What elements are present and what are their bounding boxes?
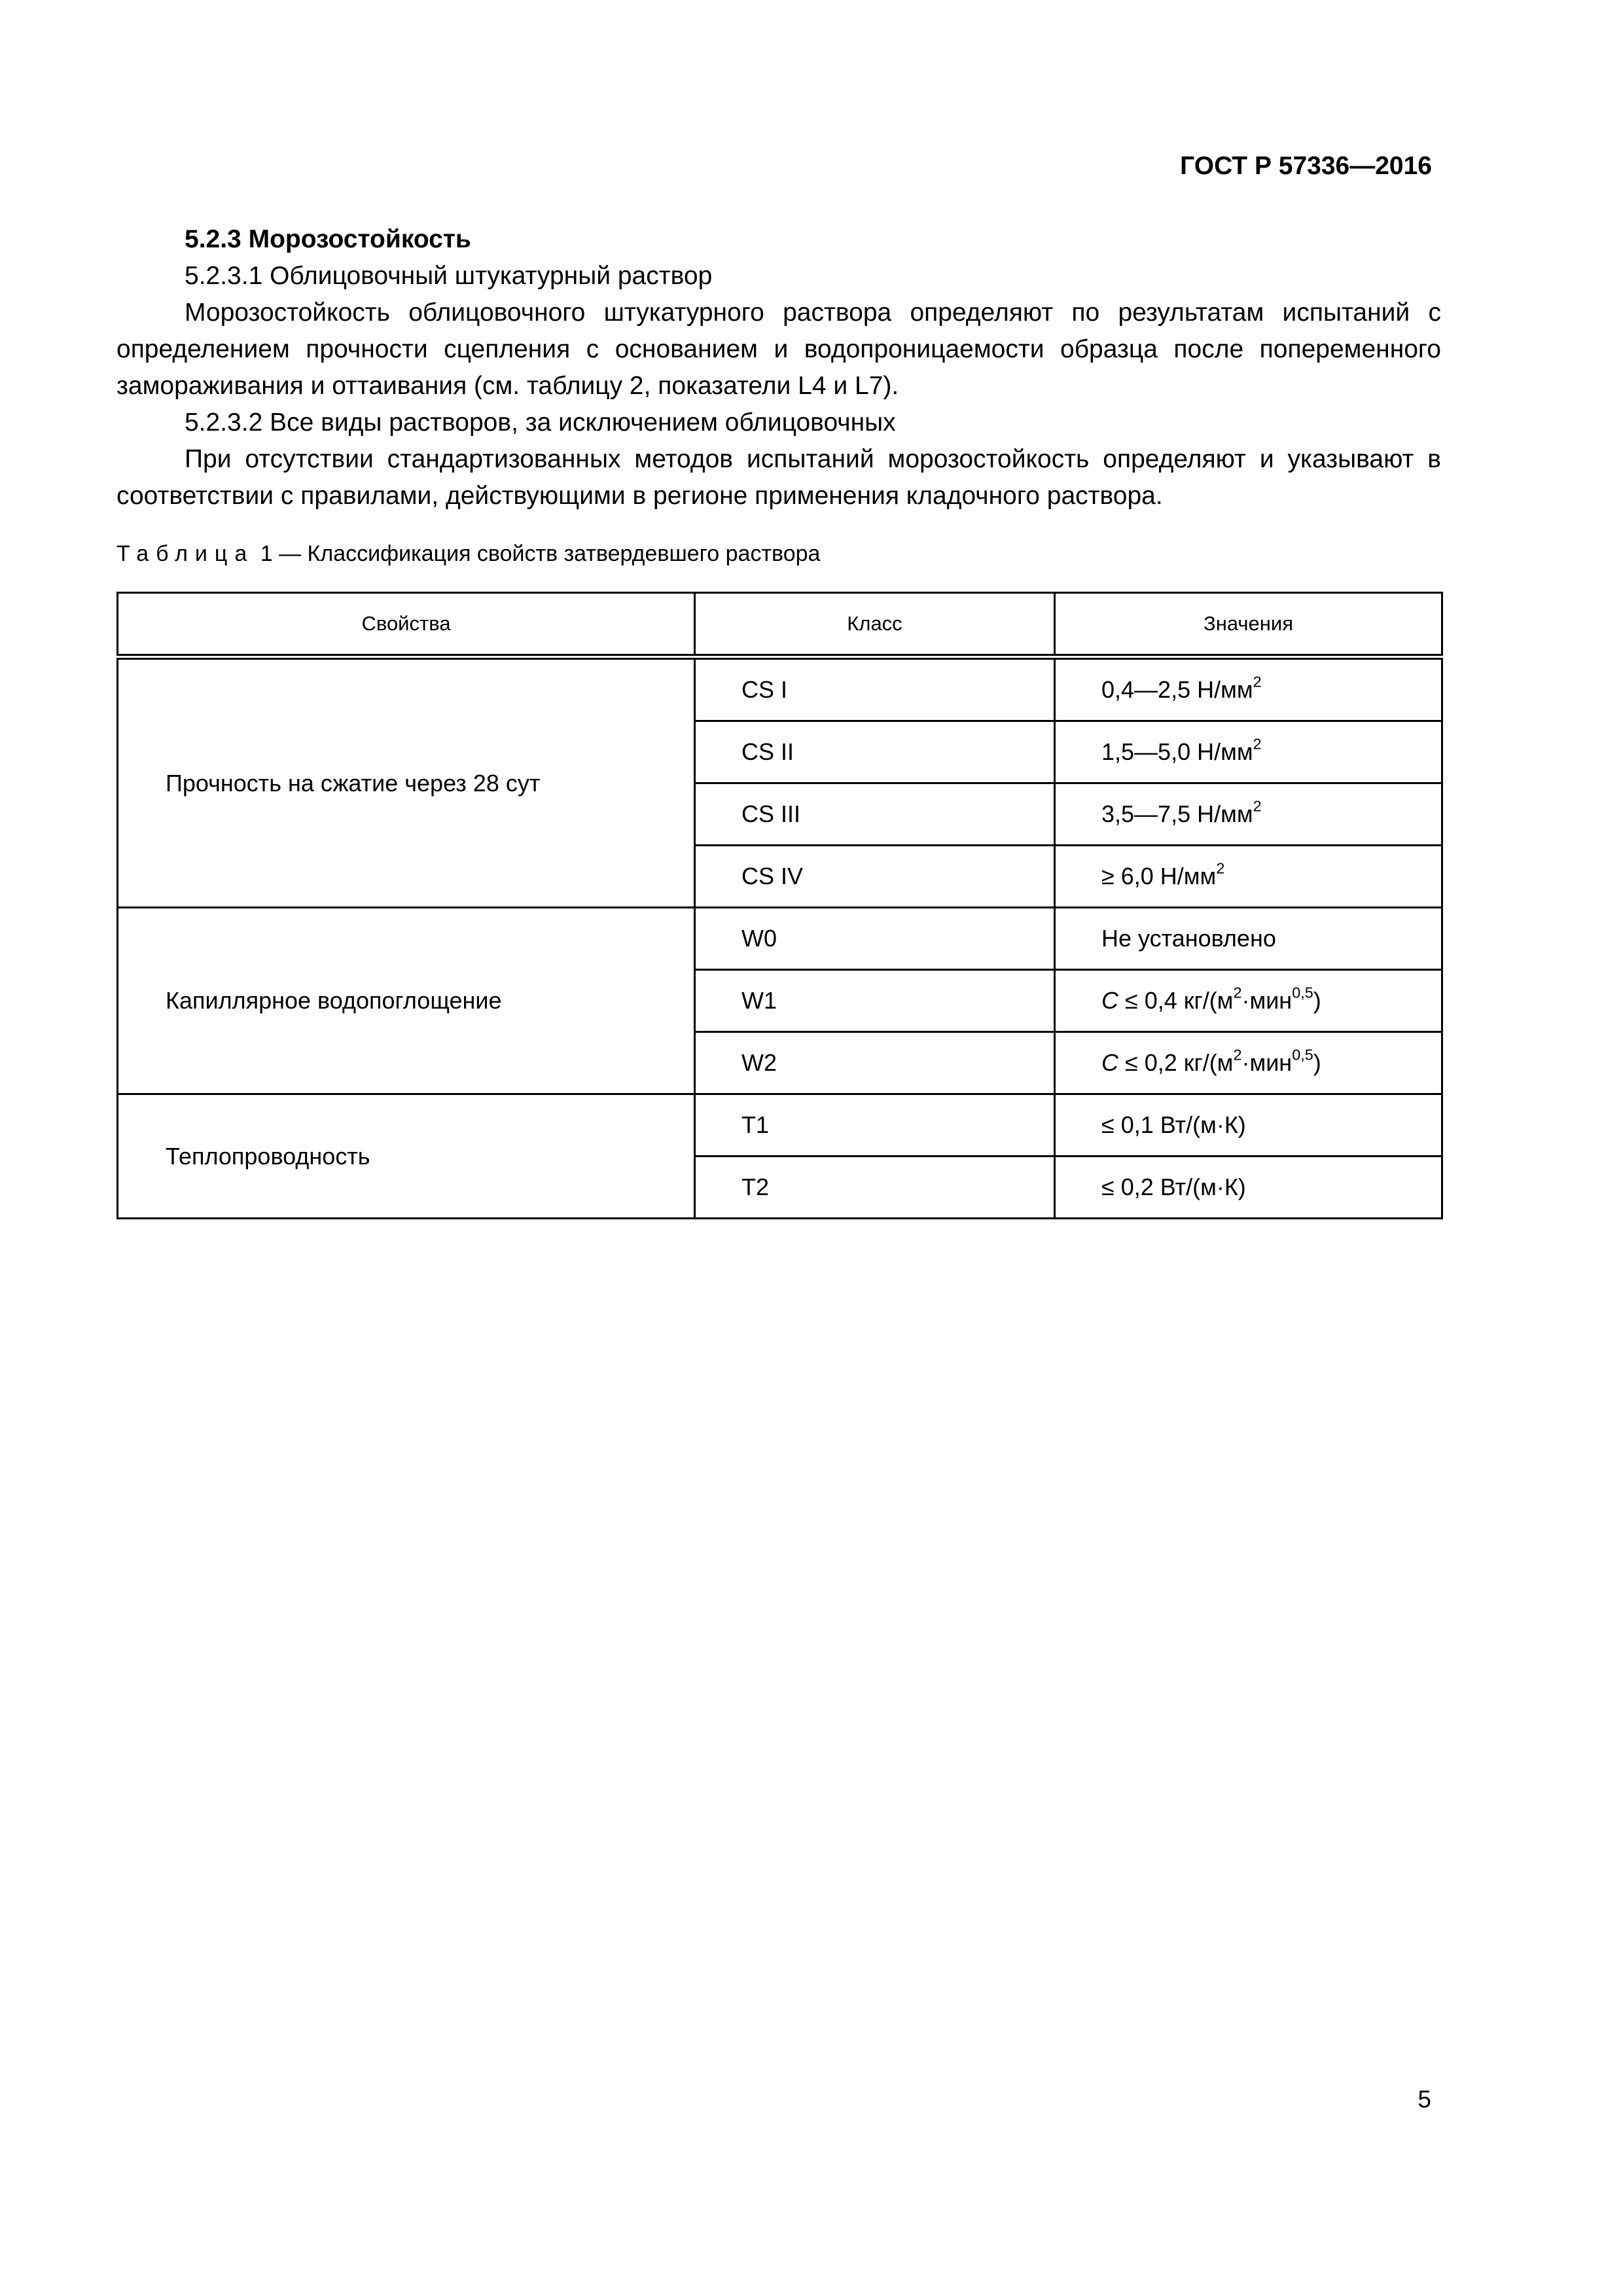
table-row bbox=[118, 1094, 1442, 1157]
value-cell: 1,5—5,0 $Н/мм^2$ bbox=[1055, 721, 1442, 783]
value-cell: ≥ 6,0 $Н/мм^2$ bbox=[1055, 846, 1442, 908]
property-cell: Капиллярное водопоглощение bbox=[118, 908, 695, 1094]
class-cell: W1 bbox=[695, 970, 1055, 1032]
property-cell: Теплопроводность bbox=[118, 1094, 695, 1219]
class-cell: W0 bbox=[695, 908, 1055, 970]
section-number: 5.2.3 bbox=[185, 225, 241, 253]
paragraph-5-2-3-2: 5.2.3.2 Все виды растворов, за исключением облицовочных bbox=[185, 408, 896, 437]
property-cell: Прочность на сжатие через 28 сут bbox=[118, 657, 695, 908]
class-cell: CS III bbox=[695, 783, 1055, 846]
value-cell: C ≤ 0,2 $кг/(м^2\cdot мин^{0,5})$ bbox=[1055, 1032, 1442, 1094]
class-cell: W2 bbox=[695, 1032, 1055, 1094]
paragraph-frost-other: При отсутствии стандартизованных методов испытаний морозостойкость определяют и указывают в соответствии с правилами, действующими в регионе применения кладочного раствора. bbox=[116, 445, 1441, 510]
table-row bbox=[118, 908, 1442, 970]
class-cell: T1 bbox=[695, 1094, 1055, 1157]
document-header: ГОСТ Р 57336—2016 bbox=[1180, 152, 1432, 180]
section-heading bbox=[116, 221, 1441, 258]
class-cell: CS I bbox=[695, 657, 1055, 721]
class-cell: CS II bbox=[695, 721, 1055, 783]
value-cell: C ≤ 0,4 $кг/(м^2\cdot мин^{0,5})$ bbox=[1055, 970, 1442, 1032]
table-row bbox=[118, 657, 1442, 721]
header-values: Значения bbox=[1055, 593, 1442, 657]
page-number: 5 bbox=[1418, 2086, 1431, 2113]
value-cell: ≤ 0,2 Вт/(м·К) bbox=[1055, 1157, 1442, 1219]
class-cell: CS IV bbox=[695, 846, 1055, 908]
header-class: Класс bbox=[695, 593, 1055, 657]
table-caption bbox=[116, 541, 820, 567]
table-header-row bbox=[118, 593, 1442, 657]
value-cell: 3,5—7,5 $Н/мм^2$ bbox=[1055, 783, 1442, 846]
paragraph-frost-facing: Морозостойкость облицовочного штукатурного раствора определяют по результатам испытаний с определением прочности сцепления с основанием и водопроницаемости образца после попеременного замораживания и оттаивания (см. таблицу 2, показатели L4 и L7). bbox=[116, 298, 1441, 400]
section-title: Морозостойкость bbox=[248, 225, 471, 253]
table-caption-label: Таблица bbox=[116, 541, 255, 566]
value-cell: ≤ 0,1 Вт/(м·К) bbox=[1055, 1094, 1442, 1157]
header-properties: Свойства bbox=[118, 593, 695, 657]
value-cell: 0,4—2,5 $Н/мм^2$ bbox=[1055, 657, 1442, 721]
body-text bbox=[116, 221, 1441, 514]
value-cell: Не установлено bbox=[1055, 908, 1442, 970]
properties-table bbox=[116, 592, 1443, 1219]
class-cell: T2 bbox=[695, 1157, 1055, 1219]
table-caption-text: 1 — Классификация свойств затвердевшего раствора bbox=[254, 541, 821, 566]
paragraph-5-2-3-1: 5.2.3.1 Облицовочный штукатурный раствор bbox=[185, 262, 713, 290]
